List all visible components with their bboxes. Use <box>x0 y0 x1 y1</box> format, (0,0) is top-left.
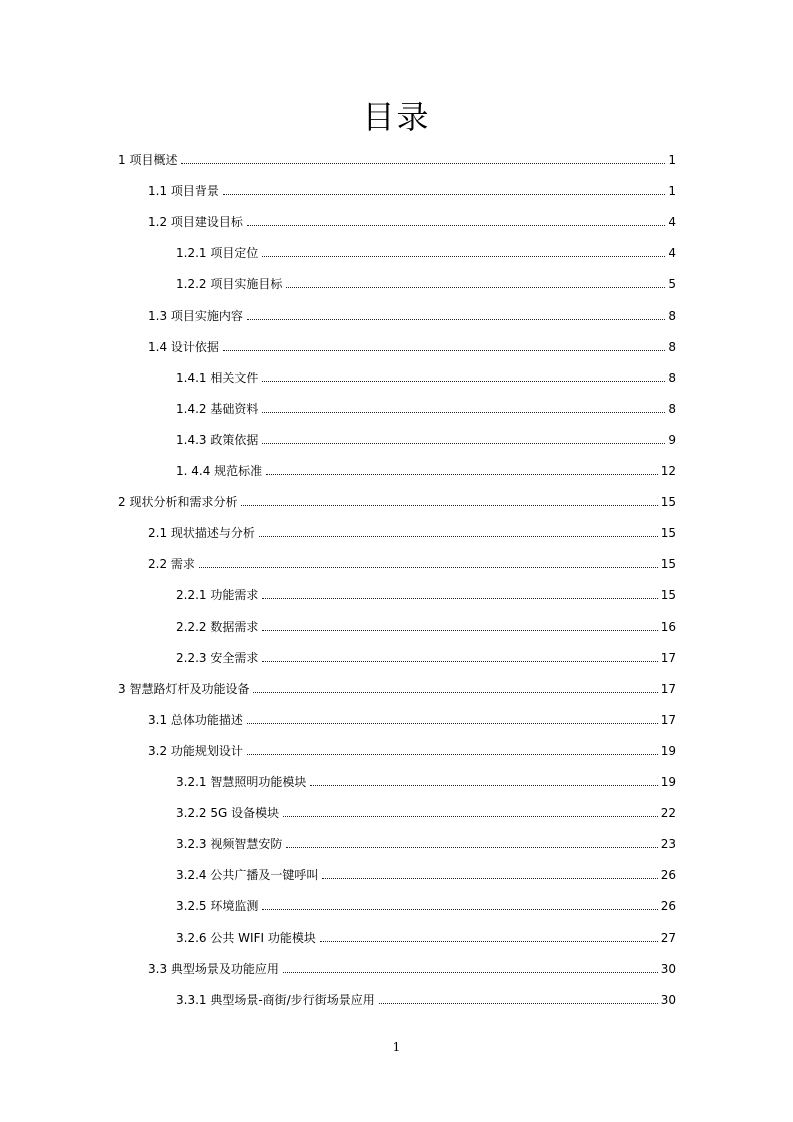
toc-entry[interactable] <box>148 519 676 541</box>
toc-entry-label: 2.1 现状描述与分析 <box>148 526 255 541</box>
toc-entry[interactable] <box>176 426 676 448</box>
toc-entry[interactable] <box>118 675 676 697</box>
toc-entry-label: 1.3 项目实施内容 <box>148 308 243 323</box>
toc-dot-leader <box>262 909 657 910</box>
page-title: 目录 <box>362 98 431 136</box>
toc-entry-label: 3.2.2 5G 设备模块 <box>176 806 280 821</box>
toc-entry-label: 3.3.1 典型场景-商街/步行街场景应用 <box>176 992 375 1007</box>
toc-entry-label: 3.2.5 环境监测 <box>176 899 259 914</box>
toc-entry-label: 2.2.3 安全需求 <box>176 650 259 665</box>
toc-entry-page: 17 <box>660 712 676 727</box>
toc-entry[interactable] <box>148 550 676 572</box>
toc-entry[interactable] <box>176 270 676 292</box>
toc-dot-leader <box>223 350 665 351</box>
toc-entry-label: 3.2 功能规划设计 <box>148 743 243 758</box>
toc-entry-page: 17 <box>660 681 676 696</box>
toc-entry-page: 8 <box>668 401 676 416</box>
toc-entry-label: 3.2.1 智慧照明功能模块 <box>176 775 307 789</box>
toc-entry[interactable] <box>176 581 676 603</box>
toc-dot-leader <box>262 661 657 662</box>
toc-dot-leader <box>310 785 657 786</box>
toc-entry-page: 23 <box>660 837 676 852</box>
toc-entry-page: 8 <box>668 370 676 385</box>
toc-entry-page: 26 <box>660 899 676 914</box>
toc-entry[interactable] <box>118 488 676 510</box>
toc-entry-page: 30 <box>660 961 676 976</box>
toc-entry-page: 12 <box>660 464 676 478</box>
toc-entry-page: 4 <box>668 215 676 230</box>
toc-entry[interactable] <box>148 333 676 355</box>
toc-entry-label: 1.1 项目背景 <box>148 184 219 199</box>
toc-entry-page: 4 <box>668 246 676 261</box>
toc-entry-label: 1.2.2 项目实施目标 <box>176 277 283 292</box>
toc-dot-leader <box>241 505 657 506</box>
toc-dot-leader <box>266 474 658 475</box>
toc-entry[interactable] <box>176 986 676 1008</box>
toc-dot-leader <box>259 536 658 537</box>
toc-entry-page: 9 <box>668 432 676 447</box>
toc-entry-page: 1 <box>668 184 676 199</box>
toc-entry[interactable] <box>176 768 676 790</box>
toc-entry-page: 15 <box>660 526 676 541</box>
toc-entry[interactable] <box>176 239 676 261</box>
toc-entry-page: 30 <box>660 992 676 1007</box>
toc-entry-page: 8 <box>668 339 676 354</box>
toc-entry-label: 3.2.6 公共 WIFI 功能模块 <box>176 930 316 945</box>
toc-dot-leader <box>247 225 665 226</box>
toc-entry-page: 22 <box>660 806 676 821</box>
toc-entry-page: 27 <box>660 930 676 945</box>
toc-dot-leader <box>262 630 657 631</box>
toc-entry[interactable] <box>148 177 676 199</box>
toc-entry[interactable] <box>176 892 676 914</box>
toc-entry-label: 1.4 设计依据 <box>148 339 219 354</box>
toc-entry-label: 1 项目概述 <box>118 153 178 167</box>
toc-dot-leader <box>283 972 658 973</box>
toc-entry-label: 2.2.1 功能需求 <box>176 588 259 603</box>
toc-entry-page: 5 <box>668 277 676 292</box>
toc-dot-leader <box>181 163 665 164</box>
toc-dot-leader <box>322 878 657 879</box>
toc-entry-label: 1. 4.4 规范标准 <box>176 464 263 478</box>
page-number: 1 <box>392 1040 401 1054</box>
toc-entry-page: 17 <box>660 650 676 665</box>
toc-entry[interactable] <box>176 644 676 666</box>
toc-entry[interactable] <box>176 613 676 635</box>
toc-entry-label: 2.2 需求 <box>148 557 195 572</box>
toc-dot-leader <box>247 754 658 755</box>
toc-entry-page: 15 <box>660 557 676 572</box>
toc-entry-page: 8 <box>668 308 676 323</box>
toc-entry-label: 3.1 总体功能描述 <box>148 712 243 727</box>
toc-entry-page: 19 <box>660 743 676 758</box>
toc-dot-leader <box>247 723 658 724</box>
toc-entry[interactable] <box>148 737 676 759</box>
toc-entry-label: 1.2.1 项目定位 <box>176 246 259 261</box>
toc-dot-leader <box>283 816 658 817</box>
toc-entry-label: 3.3 典型场景及功能应用 <box>148 961 279 976</box>
toc-dot-leader <box>262 256 665 257</box>
toc-dot-leader <box>320 941 658 942</box>
toc-entry-page: 26 <box>660 868 676 883</box>
toc-dot-leader <box>247 319 665 320</box>
toc-dot-leader <box>262 412 665 413</box>
toc-entry-label: 1.4.3 政策依据 <box>176 432 259 447</box>
toc-entry-page: 16 <box>660 619 676 634</box>
toc-dot-leader <box>223 194 665 195</box>
toc-entry[interactable] <box>176 799 676 821</box>
toc-entry-label: 3.2.3 视频智慧安防 <box>176 837 283 852</box>
toc-dot-leader <box>262 443 665 444</box>
toc-entry-label: 2 现状分析和需求分析 <box>118 495 238 510</box>
toc-dot-leader <box>379 1003 658 1004</box>
toc-entry[interactable] <box>148 706 676 728</box>
toc-entry[interactable] <box>148 955 676 977</box>
toc-entry[interactable] <box>118 146 676 168</box>
toc-entry[interactable] <box>176 830 676 852</box>
toc-entry-label: 1.4.1 相关文件 <box>176 370 259 385</box>
toc-dot-leader <box>262 598 657 599</box>
toc-dot-leader <box>262 381 665 382</box>
toc-entry[interactable] <box>148 208 676 230</box>
toc-entry[interactable] <box>176 364 676 386</box>
toc-entry-label: 1.2 项目建设目标 <box>148 215 243 230</box>
toc-entry-label: 3.2.4 公共广播及一键呼叫 <box>176 868 319 883</box>
toc-dot-leader <box>286 847 657 848</box>
toc-entry-page: 15 <box>660 588 676 603</box>
toc-entry[interactable] <box>176 924 676 946</box>
toc-entry-page: 15 <box>660 495 676 510</box>
toc-entry[interactable] <box>176 395 676 417</box>
toc-entry-page: 19 <box>660 775 676 789</box>
toc-dot-leader <box>286 287 665 288</box>
toc-entry-label: 2.2.2 数据需求 <box>176 619 259 634</box>
toc-dot-leader <box>199 567 658 568</box>
toc-dot-leader <box>253 692 657 693</box>
toc-entry-page: 1 <box>668 153 676 167</box>
toc-entry-label: 3 智慧路灯杆及功能设备 <box>118 681 250 696</box>
toc-entry[interactable] <box>176 457 676 479</box>
toc-entry[interactable] <box>176 861 676 883</box>
toc-entry-label: 1.4.2 基础资料 <box>176 401 259 416</box>
toc-entry[interactable] <box>148 302 676 324</box>
